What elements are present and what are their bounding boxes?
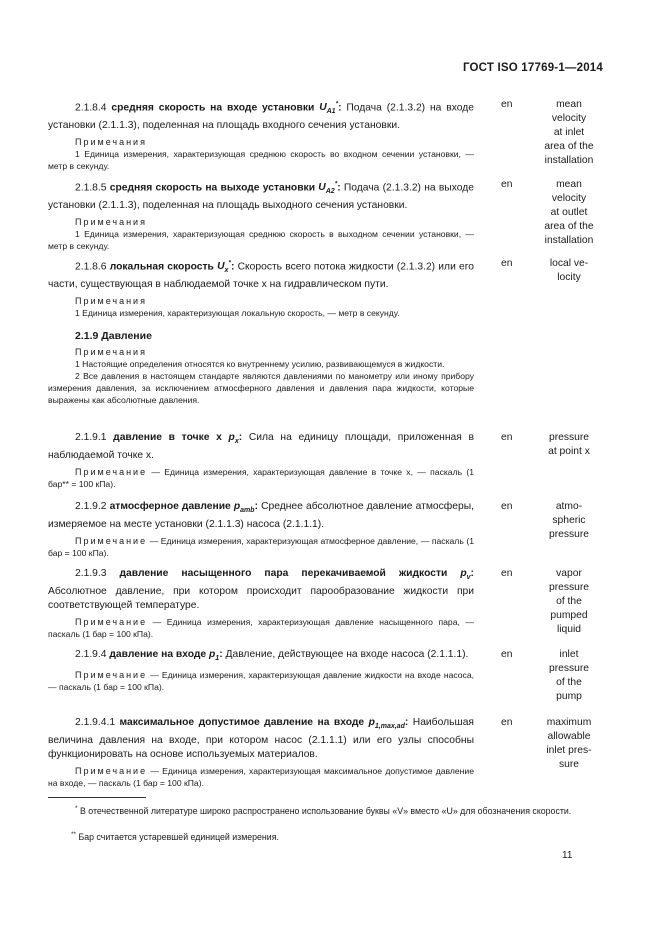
english-equivalent: pressure at point x — [548, 432, 590, 457]
english-equivalent: maximum allowable inlet pres- sure — [546, 717, 592, 770]
page-number: 11 — [562, 850, 573, 861]
note-block: Примечания 1 Единица измерения, характеризующая среднюю скорость во входном сечении установки, — метр в секунду. — [48, 137, 474, 172]
note-block: Примечания 1 Единица измерения, характеризующая среднюю скорость в выходном сечении установки, — метр в секунду. — [48, 217, 474, 252]
note-block: Примечание — Единица измерения, характеризующая давление в точке x, — паскаль (1 бар** = 100 кПа). — [48, 467, 474, 490]
note-block: Примечание — Единица измерения, характеризующая максимальное допустимое давление на входе, — паскаль (1 бар = 100 кПа). — [48, 766, 474, 789]
english-equivalent: atmo- spheric pressure — [548, 501, 590, 540]
note-block: Примечания 1 Единица измерения, характеризующая локальную скорость, — метр в секунду. — [75, 296, 400, 319]
definition: 2.1.8.5 средняя скорость на выходе установки $U_{A2}^*$: Подача (2.1.3.2) на выходе установки (2.1.1.3), поделенная на площадь выходного сечения установки. — [48, 181, 475, 212]
definition: 2.1.9.4.1 максимальное допустимое давление на входе $p_{1,max,ad}$: Наибольшая величина давления на входе, при котором насос (2.1.1.1) или его узлы способны функционировать на основе используемых материалов. — [48, 717, 475, 761]
footnote-1: * В отечественной литературе широко распространено использование буквы «V» вместо «U» для обозначения скорости. — [75, 805, 572, 816]
note-block: Примечания 1 Настоящие определения относятся ко внутреннему усилию, развивающемуся в жидкости. 2 Все давления в настоящем стандарте являются давлениями по манометру или иному прибору измерения давления, за исключением атмосферного давления и давления пара жидкости, которые выражены как абсолютные давления. — [48, 347, 474, 405]
definition: 2.1.8.6 локальная скорость $U_x^*$: Скорость всего потока жидкости (2.1.3.2) или его части, существующая в наблюдаемой точке x на гидравлическом пути. — [48, 260, 474, 291]
english-equivalent: inlet pressure of the pump — [548, 649, 590, 702]
footnote-separator — [48, 797, 146, 798]
english-equivalent: local ve- locity — [549, 258, 589, 283]
section-heading: 2.1.9 Давление — [75, 330, 152, 342]
definition: 2.1.9.1 давление в точке x $p_x$: Сила на единицу площади, приложенная в наблюдаемой точке x. — [48, 432, 474, 462]
note-block: Примечание — Единица измерения, характеризующая давление насыщенного пара, — паскаль (1 бар = 100 кПа). — [48, 617, 474, 640]
english-equivalent: mean velocity at outlet area of the installation — [544, 179, 594, 246]
definition: 2.1.9.4 давление на входе $p_1$: Давление, действующее на входе насоса (2.1.1.1). — [75, 649, 469, 663]
footnote-2: ** Бар считается устаревшей единицей измерения. — [71, 831, 279, 842]
definition: 2.1.9.2 атмосферное давление $p_{amb}$: Среднее абсолютное давление атмосферы, измеряемое на месте установки (2.1.1.3) насоса (2.1.1.1). — [48, 501, 474, 531]
definition: 2.1.9.3 давление насыщенного пара перекачиваемой жидкости $p_v$: Абсолютное давление, при котором происходит парообразование жидкости при соответствующей температуре. — [48, 568, 474, 612]
english-equivalent: vapor pressure of the pumped liquid — [548, 568, 590, 635]
document-header: ГОСТ ISO 17769-1—2014 — [462, 62, 603, 74]
note-block: Примечание — Единица измерения, характеризующая давление жидкости на входе насоса, — паскаль (1 бар = 100 кПа). — [48, 670, 474, 693]
note-block: Примечание — Единица измерения, характеризующая атмосферное давление, — паскаль (1 бар = 100 кПа). — [48, 536, 474, 559]
definition: 2.1.8.4 средняя скорость на входе установки $U_{A1}^*$: Подача (2.1.3.2) на входе установки (2.1.1.3), поделенная на площадь входного сечения установки. — [48, 101, 474, 132]
english-equivalent: mean velocity at inlet area of the installation — [544, 99, 594, 166]
